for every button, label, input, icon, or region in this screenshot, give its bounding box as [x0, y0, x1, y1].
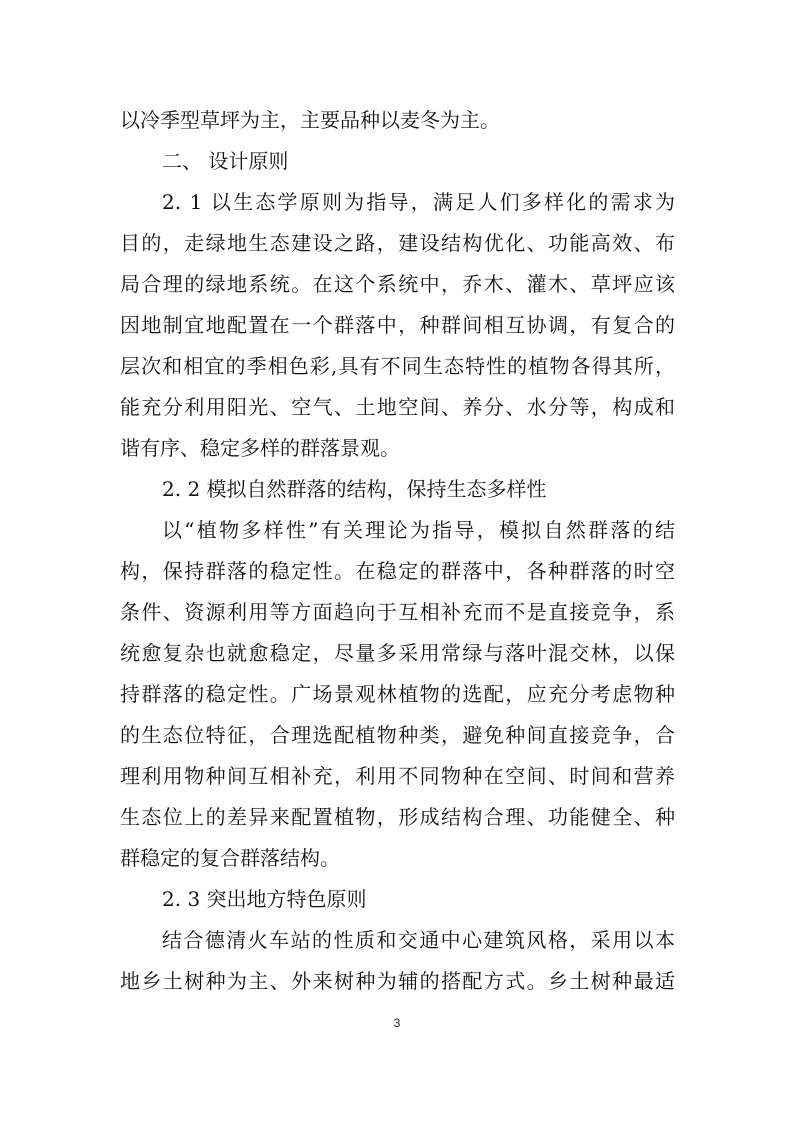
subsection-heading: 2. 3 突出地方特色原则: [162, 887, 367, 911]
text-line: 的生态位特征，合理选配植物种类，避免种间直接竞争，合: [120, 723, 675, 747]
text-line: 理利用物种间互相补充，利用不同物种在空间、时间和营养: [120, 764, 675, 788]
text-line: 局合理的绿地系统。在这个系统中，乔木、灌木、草坪应该: [120, 272, 675, 296]
text-line: 目的，走绿地生态建设之路，建设结构优化、功能高效、布: [120, 231, 675, 255]
text-line: 构，保持群落的稳定性。在稳定的群落中，各种群落的时空: [120, 559, 675, 583]
paragraph-first-line: 以“植物多样性”有关理论为指导，模拟自然群落的结: [162, 518, 675, 542]
text-line: 地乡土树种为主、外来树种为辅的搭配方式。乡土树种最适: [120, 969, 675, 993]
subsection-heading: 2. 2 模拟自然群落的结构，保持生态多样性: [162, 477, 547, 501]
text-line: 层次和相宜的季相色彩,具有不同生态特性的植物各得其所，: [120, 354, 675, 378]
text-line: 统愈复杂也就愈稳定，尽量多采用常绿与落叶混交林，以保: [120, 641, 675, 665]
text-line: 以冷季型草坪为主，主要品种以麦冬为主。: [120, 108, 500, 132]
text-line: 生态位上的差异来配置植物，形成结构合理、功能健全、种: [120, 805, 675, 829]
text-line: 持群落的稳定性。广场景观林植物的选配，应充分考虑物种: [120, 682, 675, 706]
paragraph-first-line: 结合德清火车站的性质和交通中心建筑风格，采用以本: [162, 928, 675, 952]
section-heading: 二、 设计原则: [162, 149, 289, 173]
text-line: 因地制宜地配置在一个群落中，种群间相互协调，有复合的: [120, 313, 675, 337]
text-line: 群稳定的复合群落结构。: [120, 846, 340, 870]
text-line: 条件、资源利用等方面趋向于互相补充而不是直接竞争，系: [120, 600, 675, 624]
page-number: 3: [393, 1016, 401, 1030]
text-line: 能充分利用阳光、空气、土地空间、养分、水分等，构成和: [120, 395, 675, 419]
subsection-heading: 2. 1 以生态学原则为指导，满足人们多样化的需求为: [162, 190, 675, 214]
text-line: 谐有序、稳定多样的群落景观。: [120, 436, 400, 460]
